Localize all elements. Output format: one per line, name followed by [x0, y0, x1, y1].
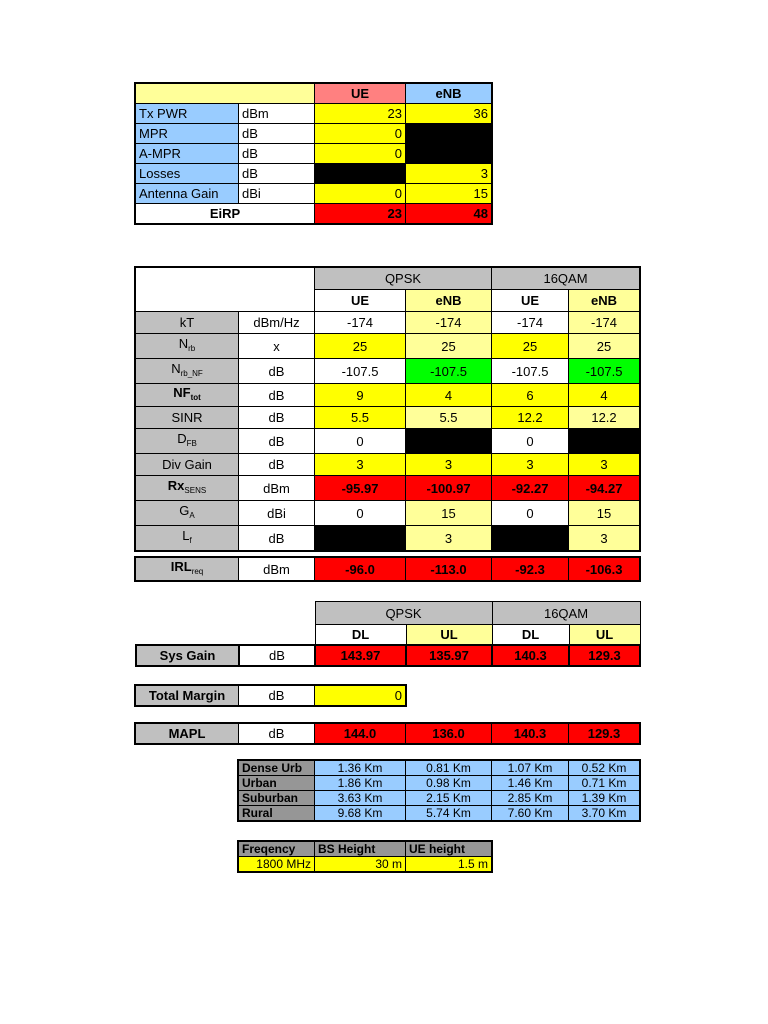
rx-row-label: SINR [136, 407, 239, 429]
sys-gain-table [135, 601, 641, 667]
rx-group-qpsk: QPSK [315, 268, 492, 290]
range-value: 0.81 Km [406, 761, 492, 776]
sys-gain-value: 140.3 [492, 645, 569, 666]
total-margin-table [135, 685, 406, 706]
sys-header-spacer [136, 602, 315, 625]
rx-na-cell [406, 429, 492, 454]
eirp-ue-na-cell [315, 164, 406, 184]
eirp-row-unit: dB [239, 124, 315, 144]
eirp-total-enb: 48 [406, 204, 492, 224]
mapl-value: 140.3 [492, 724, 569, 744]
eirp-table [135, 83, 492, 224]
rx-value: 4 [569, 384, 640, 407]
rx-value: 25 [569, 334, 640, 359]
irl-value: -106.3 [569, 558, 640, 581]
param-value: 30 m [315, 857, 406, 872]
range-value: 1.07 Km [492, 761, 569, 776]
rx-group-16qam: 16QAM [492, 268, 640, 290]
total-margin-value: 0 [315, 686, 406, 706]
eirp-row-label: Losses [136, 164, 239, 184]
rx-row-unit: dBi [239, 501, 315, 526]
rx-row-label: $NF_{tot}$ [136, 384, 239, 407]
rx-value: -174 [492, 312, 569, 334]
rx-row-unit: dB [239, 407, 315, 429]
param-header: BS Height [315, 842, 406, 857]
range-row-label: Urban [239, 776, 315, 791]
rx-value: 0 [315, 429, 406, 454]
rx-row-label: $Rx_{SENS}$ [136, 476, 239, 501]
eirp-enb-value: 36 [406, 104, 492, 124]
eirp-row-label: A-MPR [136, 144, 239, 164]
rx-header-spacer [136, 268, 315, 290]
sys-group-qpsk: QPSK [315, 602, 492, 625]
rx-row-unit: dBm/Hz [239, 312, 315, 334]
eirp-row-label: Tx PWR [136, 104, 239, 124]
rx-row-unit: dB [239, 384, 315, 407]
range-value: 2.85 Km [492, 791, 569, 806]
sys-group-16qam: 16QAM [492, 602, 640, 625]
range-value: 0.98 Km [406, 776, 492, 791]
eirp-row-label: Antenna Gain [136, 184, 239, 204]
range-value: 3.63 Km [315, 791, 406, 806]
irl-unit: dBm [239, 558, 315, 581]
rx-value: 15 [406, 501, 492, 526]
mapl-table [135, 723, 640, 744]
rx-value: 15 [569, 501, 640, 526]
param-header: Freqency [239, 842, 315, 857]
irl-value: -113.0 [406, 558, 492, 581]
eirp-enb-na-cell [406, 144, 492, 164]
range-value: 2.15 Km [406, 791, 492, 806]
rx-row-unit: dBm [239, 476, 315, 501]
rx-value: 0 [315, 501, 406, 526]
eirp-enb-value: 15 [406, 184, 492, 204]
rx-value: -100.97 [406, 476, 492, 501]
rx-value: 3 [492, 454, 569, 476]
param-value: 1.5 m [406, 857, 492, 872]
rx-value: -174 [406, 312, 492, 334]
rx-row-unit: dB [239, 454, 315, 476]
rx-na-cell [492, 526, 569, 551]
mapl-value: 144.0 [315, 724, 406, 744]
rx-value: -95.97 [315, 476, 406, 501]
rx-na-cell [315, 526, 406, 551]
range-row-label: Rural [239, 806, 315, 821]
rx-row-unit: dB [239, 526, 315, 551]
rx-row-label: $D_{FB}$ [136, 429, 239, 454]
rx-row-label: $L_f$ [136, 526, 239, 551]
range-value: 0.52 Km [569, 761, 640, 776]
sys-gain-unit: dB [239, 645, 315, 666]
rx-header-spacer [136, 290, 315, 312]
rx-value: -94.27 [569, 476, 640, 501]
range-value: 1.36 Km [315, 761, 406, 776]
sys-gain-label: Sys Gain [136, 645, 239, 666]
total-margin-label: Total Margin [136, 686, 239, 706]
rx-na-cell [569, 429, 640, 454]
mapl-unit: dB [239, 724, 315, 744]
range-value: 0.71 Km [569, 776, 640, 791]
rx-value: 0 [492, 501, 569, 526]
sys-sub-header: DL [492, 625, 569, 646]
eirp-row-unit: dB [239, 144, 315, 164]
range-value: 1.39 Km [569, 791, 640, 806]
cell-range-table [238, 760, 640, 821]
eirp-row-unit: dB [239, 164, 315, 184]
sys-gain-value: 135.97 [406, 645, 492, 666]
params-table [238, 841, 492, 872]
mapl-value: 129.3 [569, 724, 640, 744]
irl-label: $IRL_{req}$ [136, 558, 239, 581]
range-value: 1.86 Km [315, 776, 406, 791]
range-value: 5.74 Km [406, 806, 492, 821]
rx-value: -174 [315, 312, 406, 334]
rx-table [135, 267, 640, 551]
range-row-label: Suburban [239, 791, 315, 806]
rx-value: 6 [492, 384, 569, 407]
rx-row-unit: x [239, 334, 315, 359]
range-value: 9.68 Km [315, 806, 406, 821]
rx-value: 25 [406, 334, 492, 359]
eirp-row-label: MPR [136, 124, 239, 144]
rx-value: 0 [492, 429, 569, 454]
eirp-row-unit: dBi [239, 184, 315, 204]
eirp-ue-value: 0 [315, 184, 406, 204]
eirp-header-enb: eNB [406, 84, 492, 104]
sys-gain-value: 129.3 [569, 645, 640, 666]
range-value: 1.46 Km [492, 776, 569, 791]
rx-row-label: Div Gain [136, 454, 239, 476]
eirp-enb-na-cell [406, 124, 492, 144]
eirp-row-unit: dBm [239, 104, 315, 124]
range-row-label: Dense Urb [239, 761, 315, 776]
rx-sub-header: eNB [569, 290, 640, 312]
rx-value: 3 [406, 454, 492, 476]
irl-value: -96.0 [315, 558, 406, 581]
rx-value: 12.2 [492, 407, 569, 429]
rx-value: -107.5 [492, 359, 569, 384]
mapl-label: MAPL [136, 724, 239, 744]
irl-table [135, 557, 640, 581]
rx-row-label: $N_{rb}$ [136, 334, 239, 359]
sys-sub-header: DL [315, 625, 406, 646]
rx-value: 5.5 [406, 407, 492, 429]
mapl-value: 136.0 [406, 724, 492, 744]
irl-value: -92.3 [492, 558, 569, 581]
rx-value: -92.27 [492, 476, 569, 501]
rx-value: 3 [569, 526, 640, 551]
rx-row-label: $G_A$ [136, 501, 239, 526]
eirp-enb-value: 3 [406, 164, 492, 184]
rx-row-unit: dB [239, 429, 315, 454]
rx-row-label: $N_{rb\_NF}$ [136, 359, 239, 384]
eirp-ue-value: 0 [315, 124, 406, 144]
rx-value: 12.2 [569, 407, 640, 429]
range-value: 3.70 Km [569, 806, 640, 821]
rx-value: -107.5 [406, 359, 492, 384]
rx-value: 25 [315, 334, 406, 359]
sys-gain-value: 143.97 [315, 645, 406, 666]
param-header: UE height [406, 842, 492, 857]
rx-value: 25 [492, 334, 569, 359]
rx-row-label: kT [136, 312, 239, 334]
eirp-header-ue: UE [315, 84, 406, 104]
sys-sub-header: UL [406, 625, 492, 646]
rx-value: 4 [406, 384, 492, 407]
rx-sub-header: UE [492, 290, 569, 312]
rx-value: -174 [569, 312, 640, 334]
rx-value: 3 [406, 526, 492, 551]
eirp-total-label: EiRP [136, 204, 315, 224]
range-value: 7.60 Km [492, 806, 569, 821]
rx-value: -107.5 [315, 359, 406, 384]
rx-sub-header: eNB [406, 290, 492, 312]
eirp-total-ue: 23 [315, 204, 406, 224]
rx-value: -107.5 [569, 359, 640, 384]
rx-row-unit: dB [239, 359, 315, 384]
rx-value: 5.5 [315, 407, 406, 429]
total-margin-unit: dB [239, 686, 315, 706]
eirp-ue-value: 23 [315, 104, 406, 124]
rx-value: 9 [315, 384, 406, 407]
rx-value: 3 [315, 454, 406, 476]
sys-header-spacer [136, 625, 315, 646]
rx-value: 3 [569, 454, 640, 476]
rx-sub-header: UE [315, 290, 406, 312]
eirp-ue-value: 0 [315, 144, 406, 164]
sys-sub-header: UL [569, 625, 640, 646]
eirp-header-blank [136, 84, 315, 104]
param-value: 1800 MHz [239, 857, 315, 872]
